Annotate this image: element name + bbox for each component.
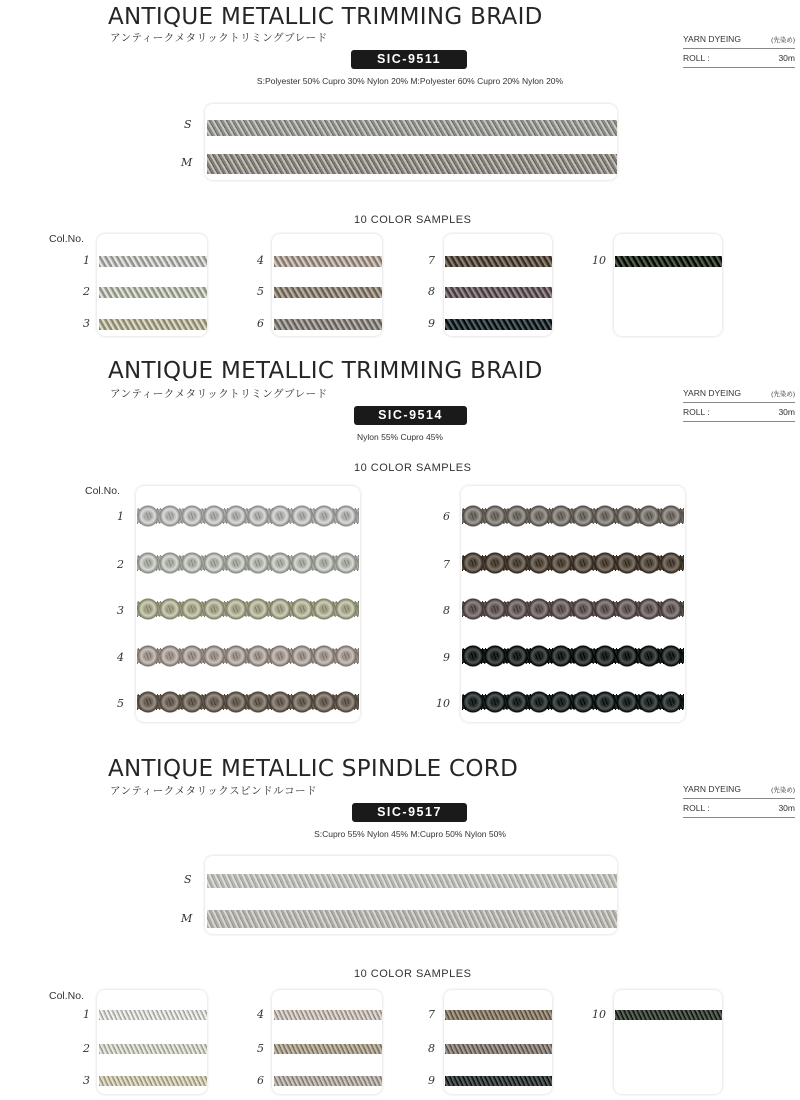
roll-value: 30m [778,53,795,63]
color-number: 7 [428,1008,435,1021]
product-subtitle: アンティークメタリックトリミングブレード [110,32,328,44]
roll-label: ROLL : [683,407,710,417]
color-number: 6 [257,1074,264,1087]
color-swatch-5 [274,287,382,298]
roll-row [683,49,795,68]
size-label-m: M [181,156,193,169]
color-number: 1 [117,510,124,523]
product-title: ANTIQUE METALLIC TRIMMING BRAID [108,4,543,30]
col-no-label: Col.No. [85,485,121,497]
info-box [683,384,795,422]
size-m-swatch [207,910,617,928]
color-number: 6 [443,510,450,523]
dyeing-note: (先染め) [771,787,795,794]
color-number: 1 [83,1008,90,1021]
color-swatch-3 [99,1076,207,1086]
samples-title: 10 COLOR SAMPLES [354,462,472,474]
color-swatch-8 [462,591,684,627]
color-swatch-9 [445,1076,552,1086]
color-swatch-4 [274,256,382,267]
color-number: 10 [592,1008,606,1021]
composition-text: Nylon 55% Cupro 45% [357,432,443,442]
color-swatch-9 [462,638,684,674]
color-number: 3 [117,604,124,617]
product-code: SIC-9514 [354,406,467,425]
color-number: 6 [257,317,264,330]
color-swatch-1 [99,256,207,267]
product-code: SIC-9511 [351,50,467,69]
col-no-label: Col.No. [49,990,85,1002]
color-number: 4 [117,651,124,664]
color-swatch-8 [445,1044,552,1054]
color-swatch-6 [462,498,684,534]
color-swatch-7 [445,1010,552,1020]
color-swatch-2 [99,1044,207,1054]
color-swatch-6 [274,319,382,330]
samples-title: 10 COLOR SAMPLES [354,968,472,980]
color-number: 5 [257,1042,264,1055]
color-swatch-9 [445,319,552,330]
roll-label: ROLL : [683,803,710,813]
color-number: 9 [428,317,435,330]
color-swatch-10 [615,1010,722,1020]
size-label-s: S [184,118,192,131]
color-number: 7 [428,254,435,267]
color-number: 3 [83,317,90,330]
composition-text: S:Polyester 50% Cupro 30% Nylon 20% M:Polyester 60% Cupro 20% Nylon 20% [256,76,564,86]
roll-value: 30m [778,803,795,813]
color-swatch-4 [137,638,359,674]
composition-text: S:Cupro 55% Nylon 45% M:Cupro 50% Nylon 50% [314,829,506,839]
color-swatch-1 [137,498,359,534]
color-swatch-5 [274,1044,382,1054]
swatch-card-10 [614,234,722,336]
size-m-swatch [207,154,617,174]
samples-title: 10 COLOR SAMPLES [354,214,472,226]
info-box [683,30,795,68]
dyeing-note: (先染め) [771,37,795,44]
color-number: 2 [83,285,90,298]
size-swatch-card [205,856,617,934]
info-box [683,780,795,818]
dyeing-row [683,780,795,799]
size-s-swatch [207,120,617,136]
color-number: 2 [117,558,124,571]
color-number: 9 [443,651,450,664]
color-number: 8 [428,1042,435,1055]
color-swatch-2 [99,287,207,298]
color-number: 10 [436,697,450,710]
swatch-card-10 [614,990,722,1094]
size-label-m: M [181,912,193,925]
color-number: 5 [117,697,124,710]
dyeing-note: (先染め) [771,391,795,398]
color-swatch-3 [99,319,207,330]
color-swatch-10 [462,684,684,720]
color-swatch-8 [445,287,552,298]
size-swatch-card [205,104,617,180]
color-swatch-1 [99,1010,207,1020]
color-number: 1 [83,254,90,267]
color-number: 7 [443,558,450,571]
color-number: 4 [257,1008,264,1021]
color-swatch-5 [137,684,359,720]
color-swatch-4 [274,1010,382,1020]
size-s-swatch [207,874,617,888]
dyeing-label: YARN DYEING [683,784,741,794]
roll-label: ROLL : [683,53,710,63]
color-number: 9 [428,1074,435,1087]
dyeing-row [683,30,795,49]
color-swatch-10 [615,256,722,267]
color-number: 8 [428,285,435,298]
product-code: SIC-9517 [352,803,467,822]
color-number: 5 [257,285,264,298]
color-swatch-2 [137,545,359,581]
roll-row [683,403,795,422]
product-title: ANTIQUE METALLIC TRIMMING BRAID [108,358,543,384]
color-number: 10 [592,254,606,267]
dyeing-label: YARN DYEING [683,388,741,398]
color-number: 8 [443,604,450,617]
color-swatch-7 [445,256,552,267]
size-label-s: S [184,873,192,886]
color-swatch-6 [274,1076,382,1086]
roll-value: 30m [778,407,795,417]
dyeing-row [683,384,795,403]
product-subtitle: アンティークメタリックスピンドルコード [110,785,318,797]
color-number: 2 [83,1042,90,1055]
color-swatch-7 [462,545,684,581]
dyeing-label: YARN DYEING [683,34,741,44]
product-title: ANTIQUE METALLIC SPINDLE CORD [108,756,519,782]
col-no-label: Col.No. [49,233,85,245]
roll-row [683,799,795,818]
color-number: 4 [257,254,264,267]
color-number: 3 [83,1074,90,1087]
color-swatch-3 [137,591,359,627]
product-subtitle: アンティークメタリックトリミングブレード [110,388,328,400]
